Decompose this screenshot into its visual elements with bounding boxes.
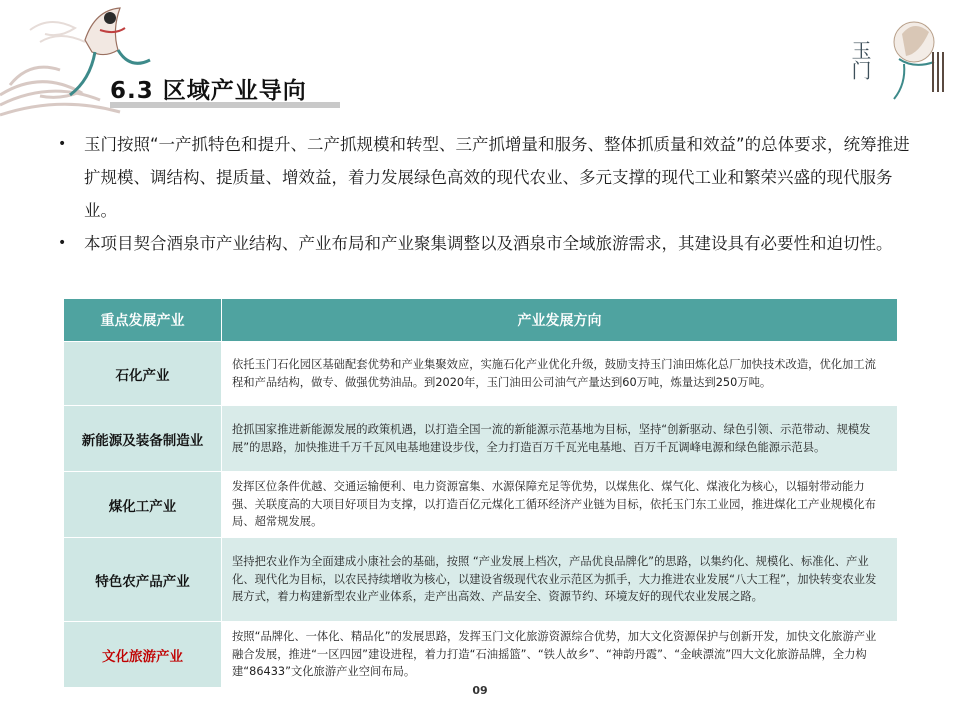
bullet-item xyxy=(58,128,918,227)
table-row xyxy=(64,472,898,538)
direction-cell: 按照“品牌化、一体化、精品化”的发展思路，发挥玉门文化旅游资源综合优势，加大文化资源保护与创新开发，加快文化旅游产业融合发展，推进“一区四园”建设进程，着力打造“石油摇篮”、“铁人故乡”、“神韵丹霞”、“金峡漂流”四大文化旅游品牌，全力构建“86433”文化旅游产业空间布局。 xyxy=(222,622,898,688)
title-block xyxy=(110,72,307,105)
bullet-text: 玉门按照“一产抓特色和提升、二产抓规模和转型、三产抓增量和服务、整体抓质量和效益”的总体要求，统筹推进扩规模、调结构、提质量、增效益，着力发展绿色高效的现代农业、多元支撑的现代工业和繁荣兴盛的现代服务业。 xyxy=(84,135,910,220)
bullet-item xyxy=(58,227,918,260)
table-header-row xyxy=(64,299,898,342)
table-row xyxy=(64,406,898,472)
direction-cell: 坚持把农业作为全面建成小康社会的基础，按照 “产业发展上档次，产品优良品牌化”的思路，以集约化、规模化、标准化、产业化、现代化为目标，以农民持续增收为核心，以建设省级现代农业示范区为抓手，大力推进农业发展“八大工程”，加快转变农业发展方式，着力构建新型农业产业体系，走产出高效、产品安全、资源节约、环境友好的现代农业发展之路。 xyxy=(222,538,898,622)
table-row xyxy=(64,342,898,406)
bullet-text: 本项目契合酒泉市产业结构、产业布局和产业聚集调整以及酒泉市全域旅游需求，其建设具有必要性和迫切性。 xyxy=(84,234,893,253)
direction-cell: 发挥区位条件优越、交通运输便利、电力资源富集、水源保障充足等优势，以煤焦化、煤气化、煤液化为核心，以辐射带动能力强、关联度高的大项目好项目为支撑，以打造百亿元煤化工循环经济产业链为目标，依托玉门东工业园，推进煤化工产业规模化布局、超常规发展。 xyxy=(222,472,898,538)
direction-cell: 依托玉门石化园区基础配套优势和产业集聚效应，实施石化产业优化升级，鼓励支持玉门油田炼化总厂加快技术改造，优化加工流程和产品结构，做专、做强优势油品。到2020年，玉门油田公司油气产量达到60万吨，炼量达到250万吨。 xyxy=(222,342,898,406)
industry-cell: 文化旅游产业 xyxy=(64,622,222,688)
industry-cell: 石化产业 xyxy=(64,342,222,406)
industry-cell: 煤化工产业 xyxy=(64,472,222,538)
industry-table xyxy=(63,298,898,688)
logo-text: 玉门 xyxy=(848,40,872,80)
bullet-list xyxy=(58,128,918,260)
industry-cell: 新能源及装备制造业 xyxy=(64,406,222,472)
industry-cell: 特色农产品产业 xyxy=(64,538,222,622)
header-industry: 重点发展产业 xyxy=(64,299,222,342)
page-number: 09 xyxy=(472,684,488,697)
bullet-dot-icon: • xyxy=(58,136,67,152)
table-row xyxy=(64,622,898,688)
page-title: 6.3 区域产业导向 xyxy=(110,78,307,104)
yumen-logo xyxy=(844,14,954,114)
direction-cell: 抢抓国家推进新能源发展的政策机遇，以打造全国一流的新能源示范基地为目标，坚持“创新驱动、绿色引领、示范带动、规模发展”的思路，加快推进千万千瓦风电基地建设步伐，全力打造百万千瓦光电基地、百万千瓦调峰电源和绿色能源示范县。 xyxy=(222,406,898,472)
table-row xyxy=(64,538,898,622)
header-direction: 产业发展方向 xyxy=(222,299,898,342)
bullet-dot-icon: • xyxy=(58,235,67,251)
